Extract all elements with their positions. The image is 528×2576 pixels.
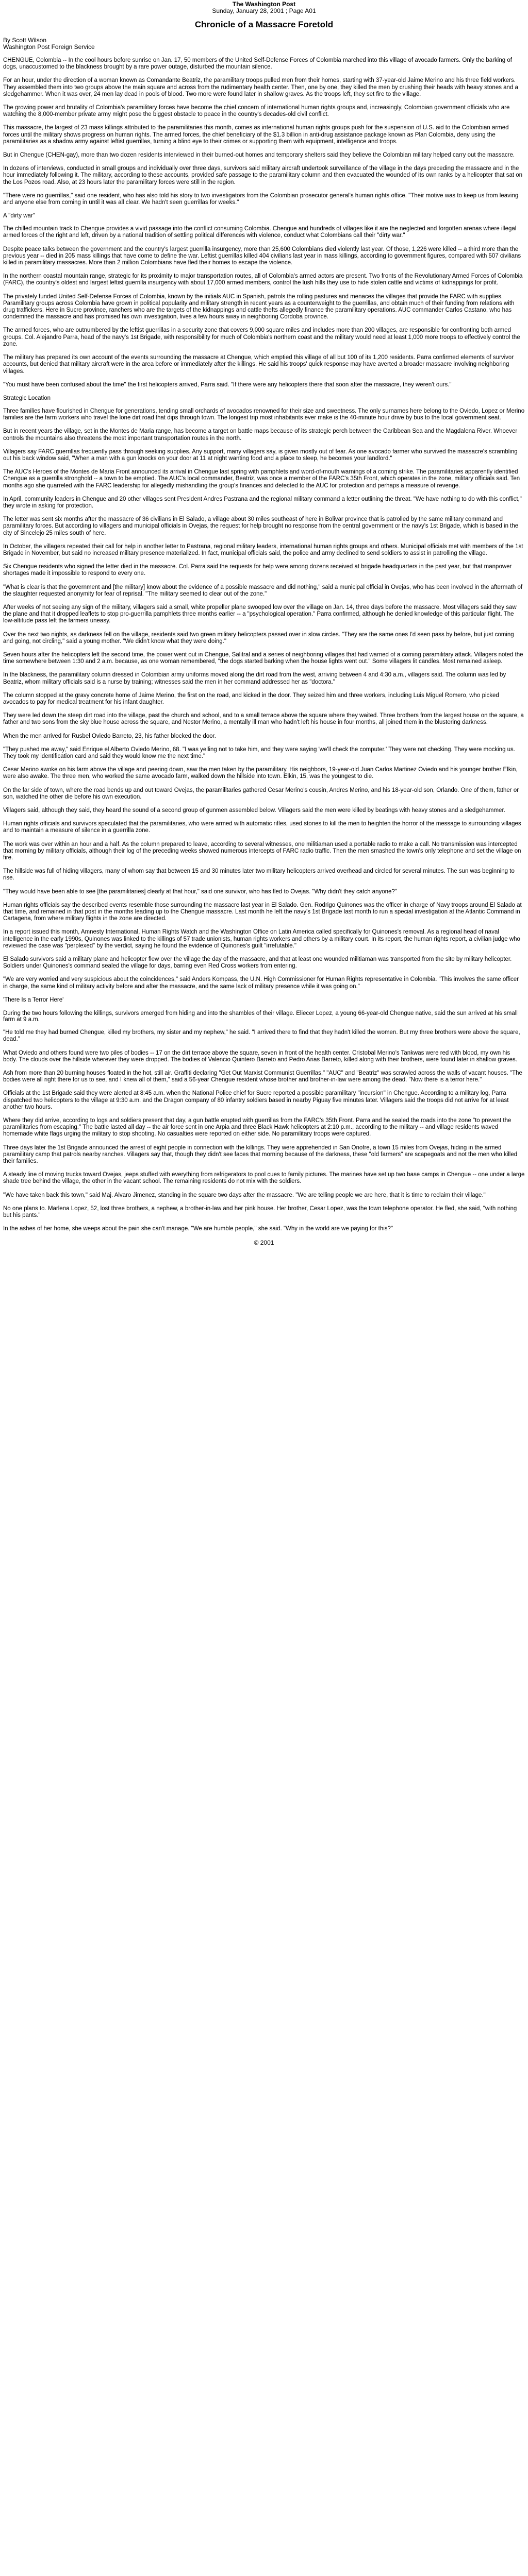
article-paragraph: "There were no guerrillas," said one resident, who has also told his story to two investigators from the Colombian prosecutor general's human rights office. "Their motive was to keep us from leaving and anyone else from coming in until it was all clear. We hadn't seen guerrillas for weeks.": [3, 192, 519, 206]
article-paragraph: In dozens of interviews, conducted in small groups and individually over three days, survivors said military aircraft undertook surveillance of the village in the days preceding the massacre and in the hour immediately following it. The military, according to these accounts, provided safe passage to the paramilitary column and then evacuated the wounded of its own ranks by a helicopter that sat on the Los Pozos road. Also, at 23 hours later the paramilitary forces were still in the region.: [3, 165, 523, 185]
article-paragraph: No one plans to. Marlena Lopez, 52, lost three brothers, a nephew, a brother-in-law and her pink house. Her brother, Cesar Lopez, was the town telephone operator. He fled, she said, "with nothing but his pants.": [3, 1205, 517, 1218]
article-paragraph: In the northern coastal mountain range, strategic for its proximity to major transportation routes, all of Colombia's armed actors are present. Two fronts of the Revolutionary Armed Forces of Colombia (FARC), the country's oldest and largest leftist guerrilla insurgency with about 17,000 armed members, control the lush hills they use to hide stolen cattle and victims of kidnappings for profit.: [3, 273, 523, 286]
article-paragraph: "They would have been able to see [the paramilitaries] clearly at that hour," said one survivor, who has fled to Ovejas. "Why didn't they catch anyone?": [3, 888, 397, 895]
article-paragraph: Villagers said, although they said, they heard the sound of a second group of gunmen assembled below. Villagers said the men were killed by beatings with heavy stones and a sledgehammer.: [3, 807, 505, 814]
dateline: Sunday, January 28, 2001 ; Page A01: [212, 7, 316, 14]
article-paragraph: "He told me they had burned Chengue, killed my brothers, my sister and my nephew," he said. "I arrived there to find that they hadn't killed the women. But my three brothers were above the square, dead.": [3, 1029, 520, 1043]
article-body: [3, 57, 525, 1232]
article-paragraph: But in Chengue (CHEN-gay), more than two dozen residents interviewed in their burned-out homes and temporary shelters said they believe the Colombian military helped carry out the massacre.: [3, 152, 515, 159]
article-paragraph: In October, the villagers repeated their call for help in another letter to Pastrana, regional military leaders, international human rights groups and others. Municipal officials met with members of the 1st Brigade in November, but said no increased military presence materialized. In fact, municipal officials said, the police and army declined to send soldiers to assist in patrolling the village.: [3, 543, 523, 556]
article-paragraph: Three days later the 1st Brigade announced the arrest of eight people in connection with the killings. They were apprehended in San Onofre, a town 15 miles from Ovejas, hiding in the armed paramilitary camp that patrols nearby ranches. Villagers say that, though they didn't see faces that morning because of the darkness, these "old farmers" are scapegoats and not the men who killed their families.: [3, 1144, 518, 1164]
byline: [3, 37, 525, 50]
masthead: [3, 0, 525, 14]
article-paragraph: This massacre, the largest of 23 mass killings attributed to the paramilitaries this month, comes as international human rights groups push for the suspension of U.S. aid to the Colombian armed forces until the military shows progress on human rights. The armed forces, the chief beneficiary of the $1.3 billion in anti-drug assistance package known as Plan Colombia, deny using the paramilitaries as a shadow army against leftist guerrillas, turning a blind eye to their crimes or supporting them with equipment, intelligence and troops.: [3, 125, 509, 145]
section-heading: A "dirty war": [3, 213, 35, 219]
article-paragraph: The military has prepared its own account of the events surrounding the massacre at Chengue, which emptied this village of all but 100 of its 1,200 residents. Parra confirmed elements of survivor accounts, but denied that military aircraft were in the area before or immediately after the killings. He said his troops' quick response may have averted a broader massacre involving neighboring villages.: [3, 354, 514, 375]
article-paragraph: The column stopped at the gravy concrete home of Jaime Merino, the first on the road, and kicked in the door. They seized him and three workers, including Luis Miguel Romero, who picked avocados to pay for medical treatment for his infant daughter.: [3, 692, 499, 705]
article-paragraph: "We are very worried and very suspicious about the coincidences," said Anders Kompass, the U.N. High Commissioner for Human Rights representative in Colombia. "This involves the same officer in charge, the same kind of military activity before and after the massacre, and the same lack of military presence while it was going on.": [3, 976, 519, 990]
article-paragraph: The armed forces, who are outnumbered by the leftist guerrillas in a security zone that covers 9,000 square miles and includes more than 200 villages, are responsible for confronting both armed groups. Col. Alejandro Parra, head of the navy's 1st Brigade, with responsibility for much of Colombia's northern coast and the military would need at least 1,000 more troops to effectively control the zone.: [3, 327, 520, 347]
article-page: [0, 0, 528, 1246]
article-paragraph: CHENGUE, Colombia -- In the cool hours before sunrise on Jan. 17, 50 members of the United Self-Defense Forces of Colombia marched into this village of avocado farmers. Only the barking of dogs, unaccustomed to the blackness brought by a rare power outage, disturbed the mountain silence.: [3, 57, 512, 71]
article-paragraph: "We have taken back this town," said Maj. Alvaro Jimenez, standing in the square two days after the massacre. "We are telling people we are here, that it is time to reclaim their village.": [3, 1192, 486, 1198]
article-paragraph: Three families have flourished in Chengue for generations, tending small orchards of avocados renowned for their size and sweetness. The only surnames here belong to the Oviedo, Lopez or Merino families are the farm workers who travel the lone dirt road that dips through town. The longest trip most inhabitants ever make is the 40-minute hour drive by bus to the local government seat.: [3, 408, 525, 421]
article-paragraph: A steady line of moving trucks toward Ovejas, jeeps stuffed with everything from refrigerators to pool cues to family pictures. The marines have set up two base camps in Chengue -- one under a large shade tree behind the village, the other in the vacant school. The remaining residents do not mix with the soldiers.: [3, 1172, 525, 1185]
headline: Chronicle of a Massacre Foretold: [194, 20, 334, 29]
article-paragraph: Officials at the 1st Brigade said they were alerted at 8:45 a.m. when the National Police chief for Sucre reported a possible paramilitary "incursion" in Chengue. According to a military log, Parra dispatched two helicopters to the village at 9:30 a.m. and the Dragon company of 80 infantry soldiers based in nearby Piguay five minutes later. Villagers said the troops did not arrive for at least another two hours.: [3, 1090, 509, 1110]
section-heading: Strategic Location: [3, 395, 51, 401]
article-paragraph: "They pushed me away," said Enrique el Alberto Oviedo Merino, 68. "I was yelling not to take him, and they were saying 'we'll check the computer.' They were not checking. They were mocking us. They took my identification card and said they would know me the next time.": [3, 746, 516, 760]
article-paragraph: What Oviedo and others found were two piles of bodies -- 17 on the dirt terrace above the square, seven in front of the health center. Cristobal Merino's Tankwas were red with blood, my own his body. The clouds over the hillside wherever they were dropped. The bodies of Valencio Quintero Barreto and Pedro Arias Barreto, killed along with their brothers, were found later in shallow graves.: [3, 1049, 518, 1063]
article-paragraph: Human rights officials and survivors speculated that the paramilitaries, who were armed with automatic rifles, used stones to kill the men to heighten the horror of the message to surrounding villages and to maintain a measure of silence in a guerrilla zone.: [3, 821, 521, 834]
article-paragraph: They were led down the steep dirt road into the village, past the church and school, and to a small terrace above the square where they waited. Three brothers from the largest house on the square, a father and two sons from the sky blue house across the square, and Nestor Merino, a mentally ill man who hadn't left his house in four months, all joined them in the blustering darkness.: [3, 713, 524, 726]
article-paragraph: In the ashes of her home, she weeps about the pain she can't manage. "We are humble people," she said. "Why in the world are we paying for this?": [3, 1226, 393, 1232]
article-paragraph: El Salado survivors said a military plane and helicopter flew over the village the day of the massacre, and that at least one wounded militiaman was transported from the site by military helicopter. Soldiers under Quinones's command sealed the village for days, barring even Red Cross workers from entering.: [3, 956, 512, 970]
article-paragraph: The letter was sent six months after the massacre of 36 civilians in El Salado, a village about 30 miles southeast of here in Bolivar province that is patrolled by the same military command and paramilitary forces. But according to villagers and municipal officials in Ovejas, the request for help brought no response from the central government or the navy's 1st Brigade, which is based in the city of Sincelejo 25 miles south of here.: [3, 516, 519, 536]
article-paragraph: Over the next two nights, as darkness fell on the village, residents said two green military helicopters passed over in slow circles. "They are the same ones I'd seen pass by before, but just coming and going, not circling," said a young mother. "We didn't know what they were doing.": [3, 631, 514, 645]
article-paragraph: When the men arrived for Rusbel Oviedo Barreto, 23, his father blocked the door.: [3, 733, 216, 739]
article-paragraph: On the far side of town, where the road bends up and out toward Ovejas, the paramilitaries gathered Cesar Merino's cousin, Andres Merino, and his 18-year-old son, Orlando. One of them, father or son, watched the other die before his own execution.: [3, 787, 519, 800]
article-paragraph: "What is clear is that the government and [the military] know about the evidence of a possible massacre and did nothing," said a municipal official in Ovejas, who has been involved in the aftermath of the slaughter requested anonymity for fear of reprisal. "The military seemed to clear out of the zone.": [3, 584, 523, 597]
article-paragraph: In the blackness, the paramilitary column dressed in Colombian army uniforms moved along the dirt road from the west, arriving between 4 and 4:30 a.m., villagers said. The column was led by Beatriz, whom military officials said is a nurse by training; witnesses said the men in her command addressed her as "doctora.": [3, 672, 506, 685]
byline-author: By Scott Wilson: [3, 37, 47, 44]
article-paragraph: In April, community leaders in Chengue and 20 other villages sent President Andres Pastrana and the regional military command a letter outlining the threat. "We have nothing to do with this conflict," they wrote in asking for protection.: [3, 496, 522, 509]
byline-staff: Washington Post Foreign Service: [3, 43, 95, 50]
article-paragraph: 'There Is a Terror Here': [3, 996, 64, 1003]
article-paragraph: After weeks of not seeing any sign of the military, villagers said a small, white propeller plane swooped low over the village on Jan. 14, three days before the massacre. Most villagers said they saw the plane and that it dropped leaflets to stop pro-guerrilla pamphlets three months earlier -- a "psychological operation." Parra confirmed, although he denied knowledge of this particular flight. The low-altitude pass left the farmers uneasy.: [3, 604, 517, 624]
article-paragraph: Cesar Merino awoke on his farm above the village and peering down, saw the men taken by the paramilitary. His neighbors, 19-year-old Juan Carlos Martinez Oviedo and his younger brother Elkin, were also awake. The three men, who worked the same avocado farm, walked down the hillside into town. Elkin, 15, was the youngest to die.: [3, 767, 518, 780]
copyright-notice: © 2001: [254, 1239, 274, 1247]
article-paragraph: Six Chengue residents who signed the letter died in the massacre. Col. Parra said the requests for help were among dozens received at brigade headquarters in the past year, but that manpower shortages made it impossible to respond to every one.: [3, 564, 512, 577]
article-paragraph: Human rights officials say the described events resemble those surrounding the massacre last year in El Salado. Gen. Rodrigo Quinones was the officer in charge of Navy troops around El Salado at that time, and remained in that post in the months leading up to the Chengue massacre. Last month he left the navy's 1st Brigade last month to run a special investigation at the Atlantic Command in Cartagena, from where military flights in the zone are directed.: [3, 902, 522, 922]
article-paragraph: The hillside was full of hiding villagers, many of whom say that between 15 and 30 minutes later two military helicopters arrived overhead and circled for several minutes. The sun was beginning to rise.: [3, 868, 515, 882]
article-paragraph: Where they did arrive, according to logs and soldiers present that day, a gun battle erupted with guerrillas from the FARC's 35th Front. Parra and he sealed the roads into the zone "to prevent the paramilitaries from escaping." The battle lasted all day -- the air force sent in one Arpia and three Black Hawk helicopters at 2:10 p.m., according to the military -- and village residents waved homemade white flags urging the military to stop shooting. No casualties were reported on either side. No paramilitary troops were captured.: [3, 1117, 512, 1138]
article-paragraph: For an hour, under the direction of a woman known as Comandante Beatriz, the paramilitary troops pulled men from their homes, starting with 37-year-old Jaime Merino and his three field workers. They assembled them into two groups above the main square and across from the rudimentary health center. Then, one by one, they killed the men by crushing their heads with heavy stones and a sledgehammer. When it was over, 24 men lay dead in pools of blood. Two more were found later in shallow graves. As the troops left, they set fire to the village.: [3, 77, 518, 97]
article-paragraph: "You must have been confused about the time" the first helicopters arrived, Parra said. "If there were any helicopters there that soon after the massacre, they weren't ours.": [3, 381, 452, 388]
article-paragraph: The chilled mountain track to Chengue provides a vivid passage into the conflict consuming Colombia. Chengue and hundreds of villages like it are the neglected and forgotten arenas where illegal armed forces of the right and left, driven by a national tradition of settling political differences with violence, conduct what Colombians call their "dirty war.": [3, 226, 517, 239]
section-heading: During the two hours following the killings, survivors emerged from hiding and into the shambles of their village. Eliecer Lopez, a young 66-year-old Chengue native, said the sun arrived at his small farm at 9 a.m.: [3, 1010, 518, 1023]
article-paragraph: The work was over within an hour and a half. As the column prepared to leave, according to several witnesses, one militiaman used a portable radio to make a call. No transmission was intercepted that morning by military officials, although their log of the preceding weeks showed numerous intercepts of FARC radio traffic. Then the men smashed the town's only telephone and set the village on fire.: [3, 841, 521, 861]
article-paragraph: Despite peace talks between the government and the country's largest guerrilla insurgency, more than 25,600 Colombians died violently last year. Of those, 1,226 were killed -- a third more than the previous year -- died in 205 mass killings that have come to define the war. Leftist guerrillas killed 404 civilians last year in mass killings, according to government figures, compared with 507 civilians killed in paramilitary massacres. More than 2 million Colombians have fled their homes to escape the violence.: [3, 246, 521, 266]
article-paragraph: In a report issued this month, Amnesty International, Human Rights Watch and the Washington Office on Latin America called specifically for Quinones's removal. As a regional head of naval intelligence in the early 1990s, Quinones was linked to the killings of 57 trade unionists, human rights workers and others by a military court. In its report, the human rights report, a civilian judge who reviewed the case was "perplexed" by the verdict, saying he found the evidence of Quinones's guilt "irrefutable.": [3, 929, 520, 949]
newspaper-name: The Washington Post: [232, 1, 296, 8]
article-paragraph: Seven hours after the helicopters left the second time, the power went out in Chengue, Salitral and a series of neighboring villages that had warned of a coming paramilitary attack. Villagers noted the time somewhere between 1:30 and 2 a.m. because, as one woman remembered, "the dogs started barking when the house lights went out." Some villagers lit candles. Most remained asleep.: [3, 651, 523, 665]
article-paragraph: The privately funded United Self-Defense Forces of Colombia, known by the initials AUC in Spanish, patrols the rolling pastures and menaces the villages that provide the FARC with supplies. Paramilitary groups across Colombia have grown in political popularity and military strength in recent years as a counterweight to the guerrillas, and obtain much of their funding from relations with drug traffickers. Here in Sucre province, ranchers who are the targets of the kidnappings and cattle thefts allegedly finance the paramilitary operations. AUC commander Carlos Castano, who has condemned the massacre and has promised his own investigation, lives a few hours away in neighboring Cordoba province.: [3, 293, 515, 320]
article-paragraph: But in recent years the village, set in the Montes de Maria range, has become a target on battle maps because of its strategic perch between the Caribbean Sea and the Magdalena River. Whoever controls the mountains also threatens the most important transportation routes in the north.: [3, 428, 518, 442]
article-paragraph: The AUC's Heroes of the Montes de Maria Front announced its arrival in Chengue last spring with pamphlets and word-of-mouth warnings of a coming strike. The paramilitaries apparently identified Chengue as a guerrilla stronghold -- a town to be emptied. The AUC's local commander, Beatriz, was once a member of the FARC's 35th Front, which operates in the zone, military officials said. Ten months ago she quarreled with the FARC leadership for allegedly mishandling the group's finances and defected to the AUC for protection and perhaps a measure of revenge.: [3, 469, 520, 489]
article-paragraph: Ash from more than 20 burning houses floated in the hot, still air. Graffiti declaring "Get Out Marxist Communist Guerrillas," "AUC" and "Beatriz" was scrawled across the walls of vacant houses. "The bodies were all right there for us to see, and I knew all of them," said a 56-year Chengue resident whose brother and brother-in-law were among the dead. "Now there is a terror here.": [3, 1070, 522, 1083]
article-paragraph: The growing power and brutality of Colombia's paramilitary forces have become the chief concern of international human rights groups and, increasingly, Colombian government officials who are watching the 8,000-member private army might pose the biggest obstacle to peace in the country's decades-old civil conflict.: [3, 105, 510, 118]
article-paragraph: Villagers say FARC guerrillas frequently pass through seeking supplies. Any support, many villagers say, is given mostly out of fear. As one avocado farmer who survived the massacre's scrambling out his back window said, "When a man with a gun knocks on your door at 11 at night wanting food and a place to sleep, he becomes your landlord.": [3, 448, 518, 462]
